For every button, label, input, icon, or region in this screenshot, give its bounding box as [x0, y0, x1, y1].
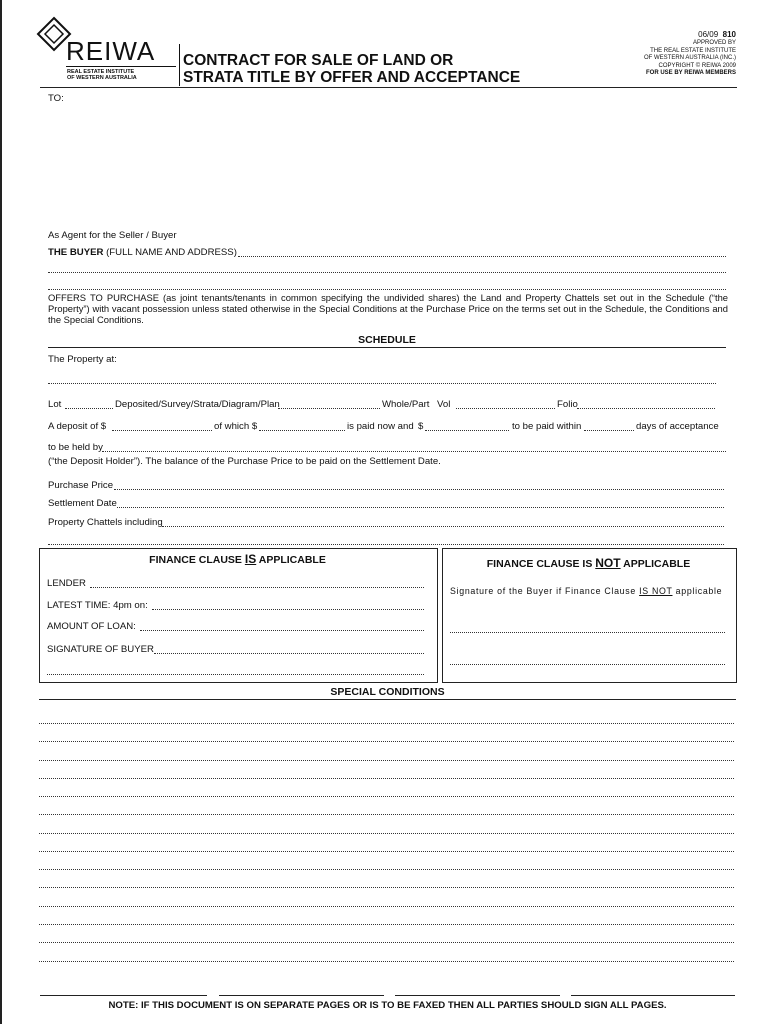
- special-condition-line[interactable]: [39, 887, 734, 888]
- loan-amount-field[interactable]: [140, 630, 424, 631]
- finance-is-heading: FINANCE CLAUSE IS APPLICABLE: [149, 552, 326, 566]
- party-signature-line-3[interactable]: [395, 995, 560, 996]
- special-condition-line[interactable]: [39, 906, 734, 907]
- special-condition-line[interactable]: [39, 741, 734, 742]
- special-condition-line[interactable]: [39, 833, 734, 834]
- party-signature-line-4[interactable]: [571, 995, 735, 996]
- folio-label: Folio: [557, 399, 578, 410]
- buyer-label: THE BUYER (FULL NAME AND ADDRESS): [48, 247, 237, 258]
- logo-wordmark: REIWA: [66, 36, 156, 66]
- dollar-label: $: [418, 421, 424, 432]
- settlement-date-field[interactable]: [117, 507, 724, 508]
- buyer-signature-field-2[interactable]: [47, 674, 424, 675]
- reiwa-logo: [36, 16, 176, 86]
- paid-within-label: to be paid within: [512, 421, 582, 432]
- to-label: TO:: [48, 93, 64, 104]
- doc-title-line2: STRATA TITLE BY OFFER AND ACCEPTANCE: [183, 69, 521, 86]
- footer-note: NOTE: IF THIS DOCUMENT IS ON SEPARATE PAGES OR IS TO BE FAXED THEN ALL PARTIES SHOULD SIGN ALL PAGES.: [108, 1000, 667, 1011]
- settlement-date-label: Settlement Date: [48, 498, 117, 509]
- paid-now-field[interactable]: [259, 430, 345, 431]
- form-code: 06/09 810: [698, 30, 736, 39]
- vol-label: Vol: [437, 399, 451, 410]
- buyer-name-field[interactable]: [238, 256, 726, 257]
- finance-is-applicable-box: [39, 548, 438, 683]
- paid-now-label: is paid now and: [347, 421, 414, 432]
- folio-field[interactable]: [577, 408, 715, 409]
- property-address-field[interactable]: [48, 383, 716, 384]
- title-divider: [179, 44, 180, 86]
- logo-subtitle-2: OF WESTERN AUSTRALIA: [67, 75, 137, 81]
- purchase-price-field[interactable]: [114, 489, 724, 490]
- form-meta: [644, 30, 736, 78]
- dsp-label: Deposited/Survey/Strata/Diagram/Plan: [115, 399, 280, 410]
- agent-line: As Agent for the Seller / Buyer: [48, 230, 177, 241]
- finance-not-signature-label: Signature of the Buyer if Finance Clause IS NOT applicable: [450, 586, 723, 596]
- buyer-address-field-1[interactable]: [48, 272, 726, 273]
- schedule-rule: [48, 347, 726, 348]
- special-condition-line[interactable]: [39, 723, 734, 724]
- schedule-heading: SCHEDULE: [358, 334, 416, 346]
- chattels-label: Property Chattels including: [48, 517, 163, 528]
- plan-field[interactable]: [278, 408, 380, 409]
- property-at-label: The Property at:: [48, 354, 117, 365]
- deposit-amount-field[interactable]: [112, 430, 212, 431]
- days-acceptance-label: days of acceptance: [636, 421, 719, 432]
- approved-3: OF WESTERN AUSTRALIA (INC.): [643, 55, 736, 61]
- copyright: COPYRIGHT © REIWA 2009: [658, 62, 736, 69]
- lot-label: Lot: [48, 399, 62, 410]
- special-condition-line[interactable]: [39, 778, 734, 779]
- days-field[interactable]: [584, 430, 634, 431]
- lot-field[interactable]: [65, 408, 113, 409]
- finance-not-heading: FINANCE CLAUSE IS NOT APPLICABLE: [486, 556, 691, 570]
- buyer-address-field-2[interactable]: [48, 289, 726, 290]
- chattels-field-2[interactable]: [48, 544, 724, 545]
- lender-field[interactable]: [90, 587, 424, 588]
- vol-field[interactable]: [456, 408, 555, 409]
- special-conditions-heading: SPECIAL CONDITIONS: [330, 686, 445, 698]
- special-rule: [39, 699, 736, 700]
- of-which-label: of which $: [214, 421, 258, 432]
- amount-loan-label: AMOUNT OF LOAN:: [47, 621, 136, 632]
- purchase-price-label: Purchase Price: [48, 480, 114, 491]
- whole-part-label: Whole/Part: [382, 399, 430, 410]
- doc-title-line1: CONTRACT FOR SALE OF LAND OR: [183, 52, 454, 69]
- page-edge: [0, 0, 2, 1024]
- special-condition-line[interactable]: [39, 942, 734, 943]
- approved-1: APPROVED BY: [692, 40, 736, 46]
- balance-deposit-field[interactable]: [425, 430, 509, 431]
- finance-not-signature-field-2[interactable]: [450, 664, 725, 665]
- special-condition-line[interactable]: [39, 924, 734, 925]
- chattels-field-1[interactable]: [162, 526, 724, 527]
- deposit-label: A deposit of $: [48, 421, 107, 432]
- offers-paragraph: OFFERS TO PURCHASE (as joint tenants/tenants in common specifying the undivided shares) the Land and Property Chattels set out in the Schedule (“the Property”) with vacant possession unless stated otherwise in the Special Conditions at the Purchase Price on the terms set out in the Schedule, the Conditions and the Special Conditions.: [48, 292, 728, 325]
- finance-not-signature-field-1[interactable]: [450, 632, 725, 633]
- logo-subtitle-1: REAL ESTATE INSTITUTE: [67, 69, 135, 75]
- logo-underline: [66, 66, 176, 67]
- special-condition-line[interactable]: [39, 851, 734, 852]
- latest-time-field[interactable]: [152, 609, 424, 610]
- special-condition-line[interactable]: [39, 760, 734, 761]
- header-rule: [40, 87, 737, 88]
- special-condition-line[interactable]: [39, 814, 734, 815]
- party-signature-line-1[interactable]: [40, 995, 207, 996]
- latest-time-label: LATEST TIME: 4pm on:: [47, 600, 148, 611]
- held-by-label: to be held by: [48, 442, 103, 453]
- deposit-holder-field[interactable]: [102, 451, 726, 452]
- members-note: FOR USE BY REIWA MEMBERS: [645, 70, 736, 76]
- buyer-signature-field[interactable]: [154, 653, 424, 654]
- lender-label: LENDER: [47, 578, 86, 589]
- approved-2: THE REAL ESTATE INSTITUTE: [650, 47, 736, 54]
- deposit-holder-note: (“the Deposit Holder”). The balance of the Purchase Price to be paid on the Settlement Date.: [48, 456, 441, 467]
- special-condition-line[interactable]: [39, 869, 734, 870]
- party-signature-line-2[interactable]: [219, 995, 384, 996]
- buyer-signature-label: SIGNATURE OF BUYER: [47, 644, 154, 655]
- special-condition-line[interactable]: [39, 961, 734, 962]
- special-condition-line[interactable]: [39, 796, 734, 797]
